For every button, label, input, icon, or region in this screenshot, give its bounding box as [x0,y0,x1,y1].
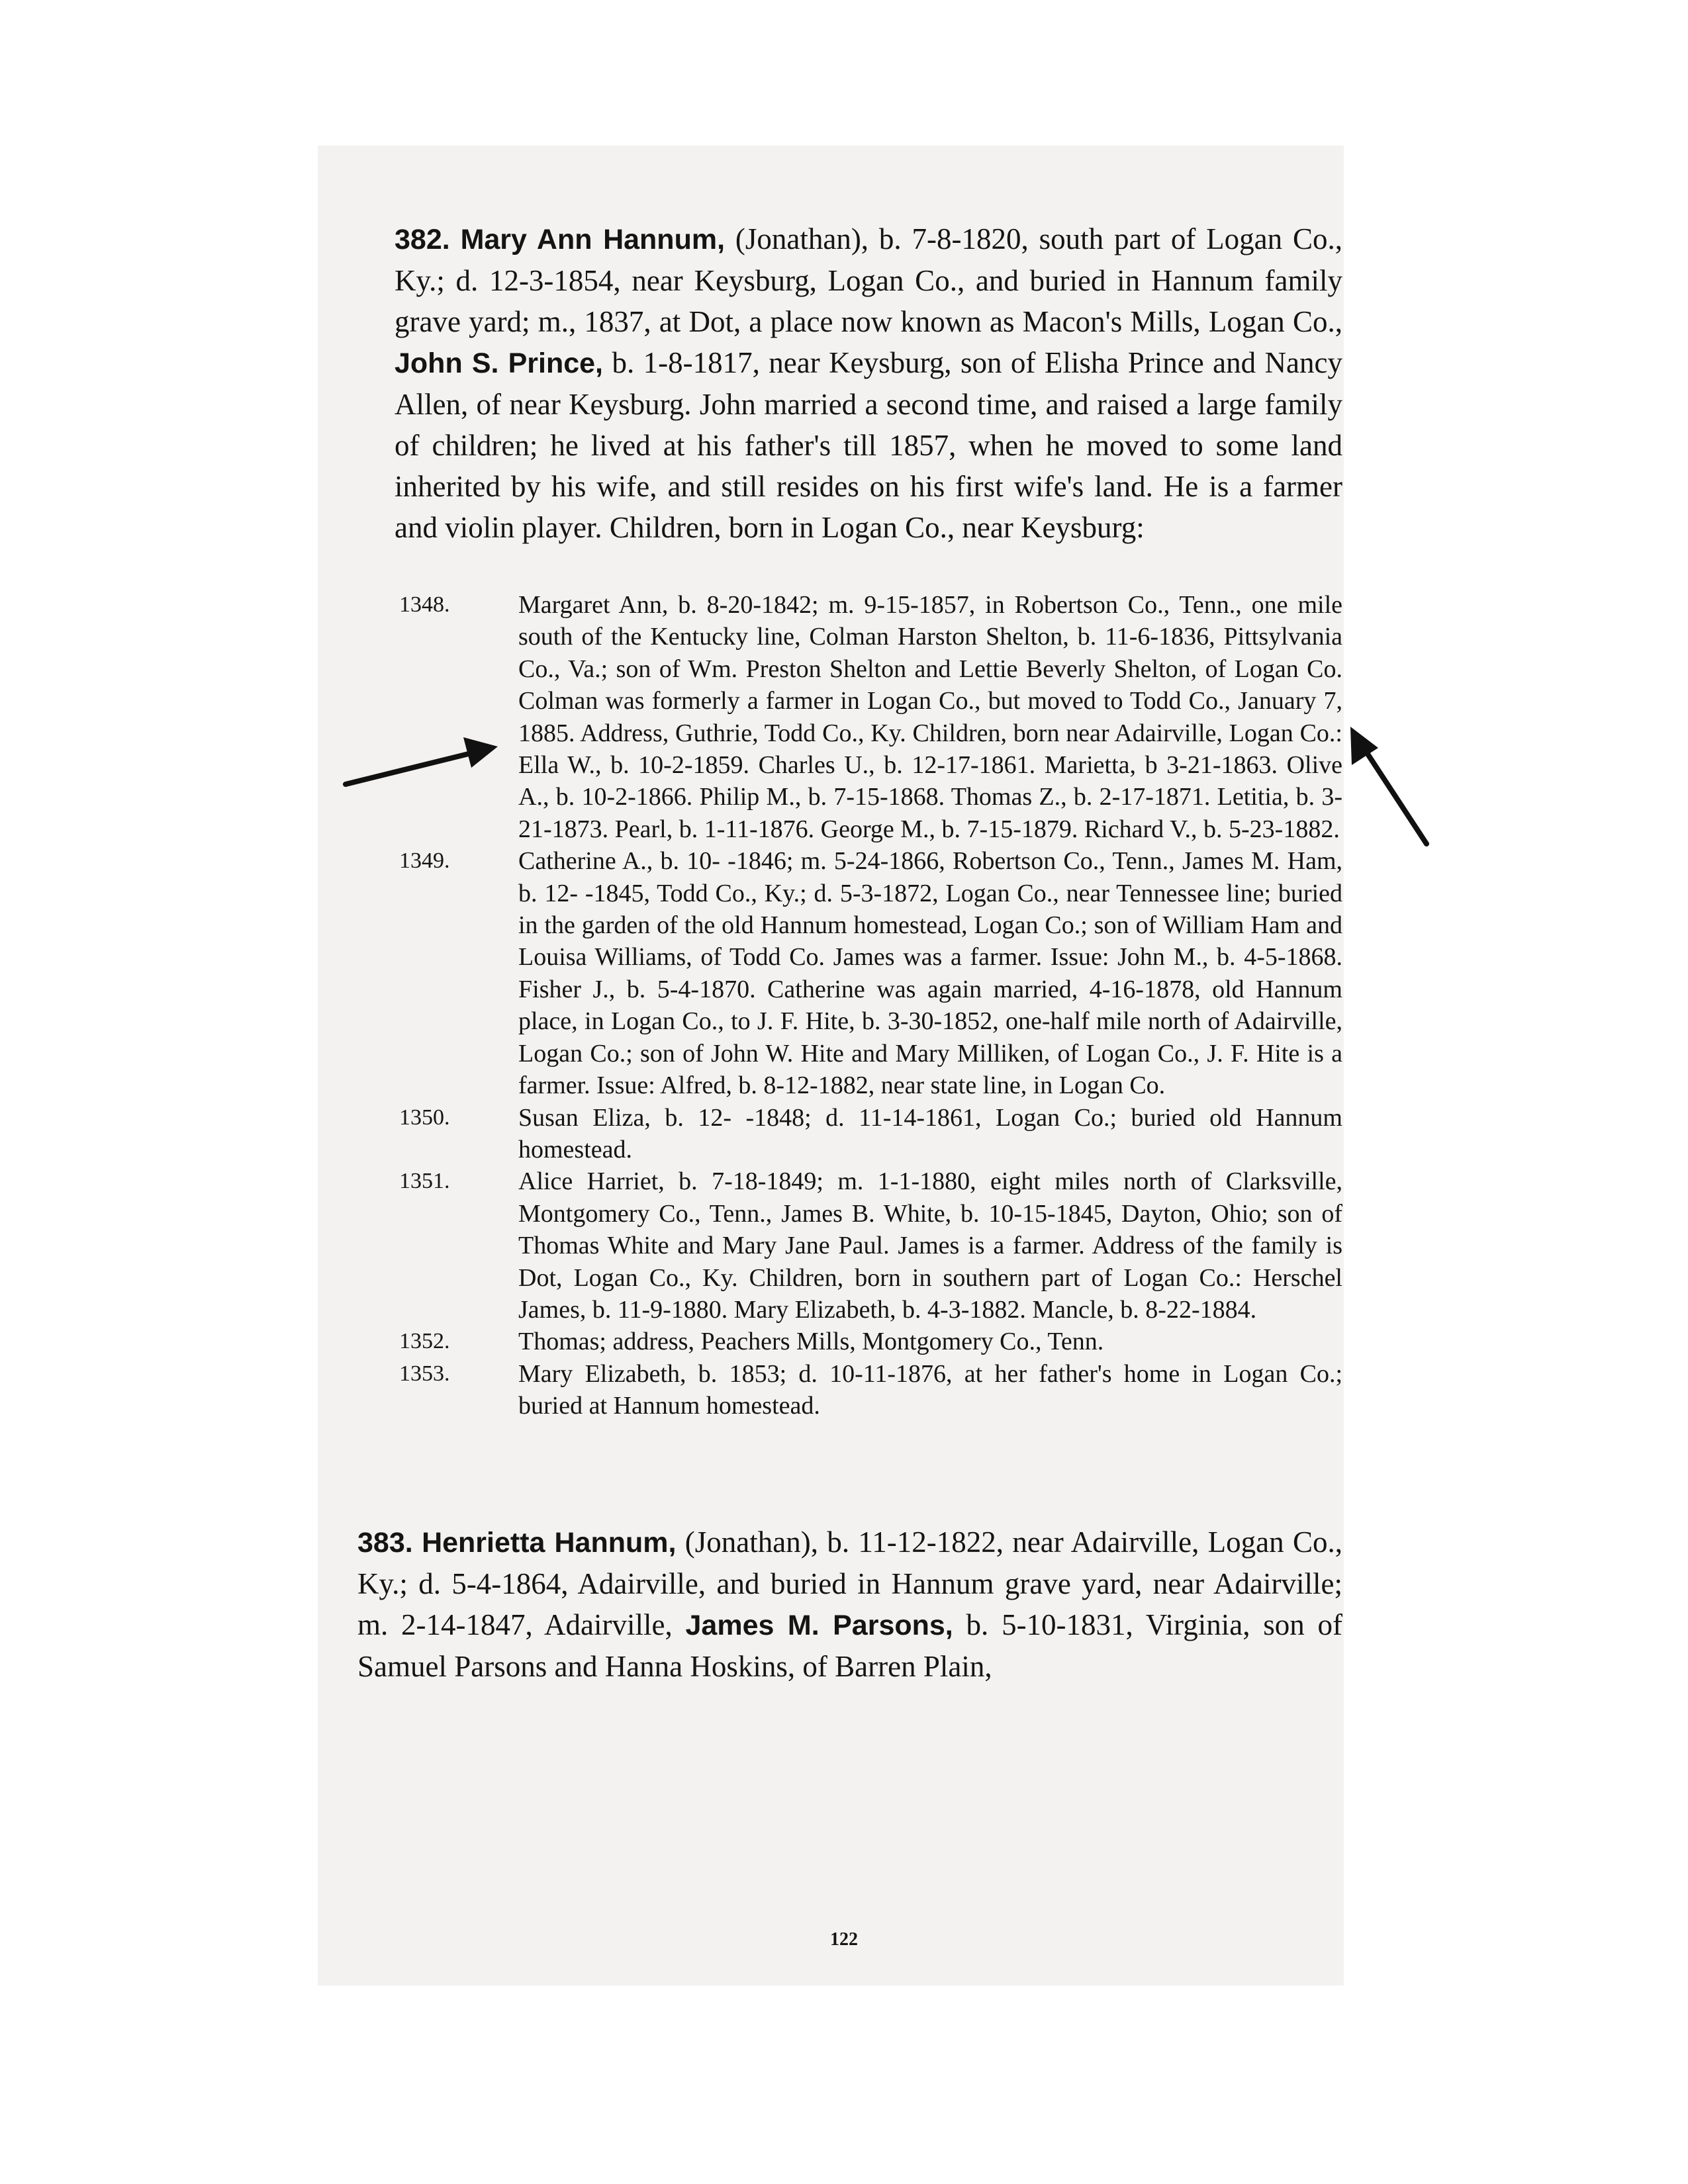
child-text: Alice Harriet, b. 7-18-1849; m. 1-1-1880, eight miles north of Clarksville, Montgomery Co., Tenn., James B. White, b. 10-15-1845, Dayton, Ohio; son of Thomas White and Mary Jane Paul. James is a farmer. Address of the family is Dot, Logan Co., Ky. Children, born in southern part of Logan Co.: Herschel James, b. 11-9-1880. Mary Elizabeth, b. 4-3-1882. Mancle, b. 8-22-1884. [518,1167,1342,1324]
list-item [399,1165,1342,1326]
entry-text: (Jonathan), b. 11-12-1822, near Adairville, Logan Co., Ky.; d. 5-4-1864, Adairville, and buried in Hannum grave yard, near Adairville; m. 2-14-1847, Adairville, [357,1525,1343,1641]
entry-spouse: James M. Parsons, [685,1609,953,1641]
right-arrow-icon [1350,727,1427,844]
entry-number: 383. [357,1526,413,1559]
child-number: 1348. [399,592,450,617]
list-item [399,1326,1342,1357]
page-number: 122 [830,1929,858,1950]
entry-number: 382. [395,224,450,255]
entry-text: b. 1-8-1817, near Keysburg, son of Elisha Prince and Nancy Allen, of near Keysburg. John married a second time, and raised a large family of children; he lived at his father's till 1857, when he moved to some land inherited by his wife, and still resides on his first wife's land. He is a farmer and violin player. Children, born in Logan Co., near Keysburg: [395,346,1342,544]
child-text: Margaret Ann, b. 8-20-1842; m. 9-15-1857, in Robertson Co., Tenn., one mile south of the Kentucky line, Colman Harston Shelton, b. 11-6-1836, Pittsylvania Co., Va.; son of Wm. Preston Shelton and Lettie Beverly Shelton, of Logan Co. Colman was formerly a farmer in Logan Co., but moved to Todd Co., January 7, 1885. Address, Guthrie, Todd Co., Ky. Children, born near Adairville, Logan Co.: Ella W., b. 10-2-1859. Charles U., b. 12-17-1861. Marietta, b 3-21-1863. Olive A., b. 10-2-1866. Philip M., b. 7-15-1868. Thomas Z., b. 2-17-1871. Letitia, b. 3-21-1873. Pearl, b. 1-11-1876. George M., b. 7-15-1879. Richard V., b. 5-23-1882. [518,591,1342,843]
child-number: 1352. [399,1329,450,1354]
entry-382 [395,218,1342,548]
child-number: 1349. [399,848,450,874]
entry-text: b. 5-10-1831, Virginia, son of Samuel Parsons and Hanna Hoskins, of Barren Plain, [357,1608,1342,1683]
child-number: 1350. [399,1105,450,1130]
entry-name: Mary Ann Hannum, [460,224,726,255]
list-item [399,589,1342,845]
list-item [399,1102,1342,1166]
child-text: Thomas; address, Peachers Mills, Montgomery Co., Tenn. [518,1328,1104,1356]
child-text: Susan Eliza, b. 12- -1848; d. 11-14-1861, Logan Co.; buried old Hannum homestead. [518,1103,1342,1163]
child-text: Mary Elizabeth, b. 1853; d. 10-11-1876, at her father's home in Logan Co.; buried at Hannum homestead. [518,1359,1342,1420]
entry-text: (Jonathan), b. 7-8-1820, south part of Logan Co., Ky.; d. 12-3-1854, near Keysburg, Logan Co., and buried in Hannum family grave yard; m., 1837, at Dot, a place now known as Macon's Mills, Logan Co., [395,222,1343,338]
child-number: 1353. [399,1361,450,1386]
child-text: Catherine A., b. 10- -1846; m. 5-24-1866, Robertson Co., Tenn., James M. Ham, b. 12- -1845, Todd Co., Ky.; d. 5-3-1872, Logan Co., near Tennessee line; buried in the garden of the old Hannum homestead, Logan Co.; son of William Ham and Louisa Williams, of Todd Co. James was a farmer. Issue: John M., b. 4-5-1868. Fisher J., b. 5-4-1870. Catherine was again married, 4-16-1878, old Hannum place, in Logan Co., to J. F. Hite, b. 3-30-1852, one-half mile north of Adairville, Logan Co.; son of John W. Hite and Mary Milliken, of Logan Co., J. F. Hite is a farmer. Issue: Alfred, b. 8-12-1882, near state line, in Logan Co. [518,847,1342,1100]
entry-spouse: John S. Prince, [395,347,604,379]
list-item [399,1358,1342,1422]
child-number: 1351. [399,1169,450,1194]
page-body [350,218,1342,1687]
entry-383 [357,1522,1342,1687]
entry-name: Henrietta Hannum, [422,1526,677,1559]
children-list [350,589,1342,1422]
list-item [399,845,1342,1101]
